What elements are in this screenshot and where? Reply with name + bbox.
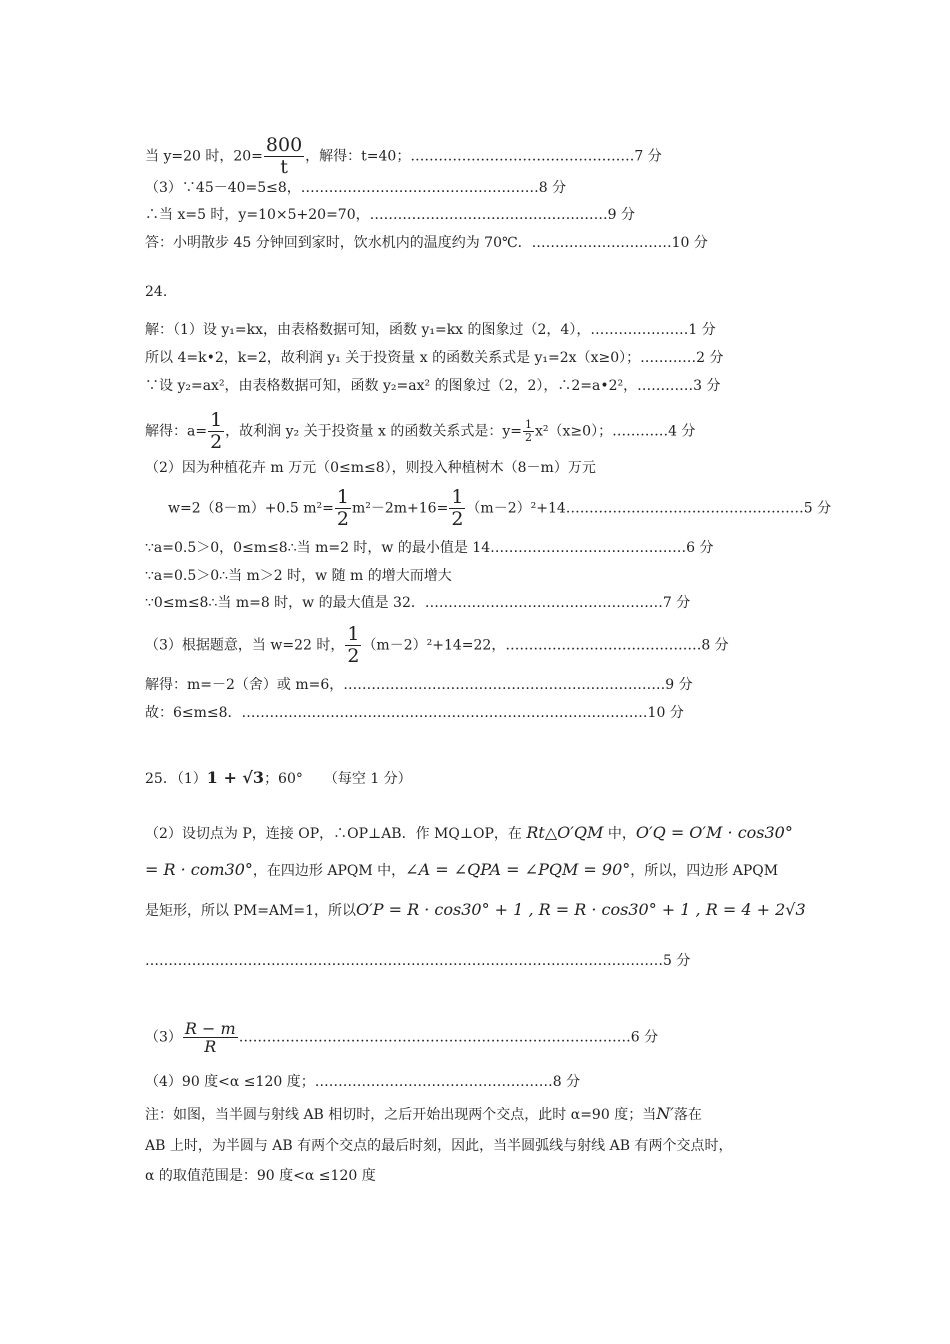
line-25-part2-a: （2）设切点为 P，连接 OP，∴OP⊥AB．作 MQ⊥OP，在 Rt△O′QM 中，O′Q = O′M · cos30° [145,823,793,842]
line-24-part3: （3）根据题意，当 w=22 时， $\frac{1}{2}$ （m－2）²+14=22，……………………………………8 分 [145,623,729,667]
line-24-part2: （2）因为种植花卉 m 万元（0≤m≤8），则投入种植树木（8－m）万元 [145,460,596,476]
line-24-w-formula: w=2（8－m）+0.5 m²= $\frac{1}{2}$ m²－2m+16= $\frac{1}{2}$ （m－2）²+14……………………………………………5 分 [168,486,832,530]
fraction-r-minus-m-over-r: $\frac{R - m}{R}$ [184,1019,236,1056]
line-24-solve2: 所以 4=k•2，k=2，故利润 y₁ 关于投资量 x 的函数关系式是 y₁=2x（x≥0）；…………2 分 [145,350,724,366]
line-23-answer: 当 y=20 时，20= $\frac{800}{t}$ ，解得：t=40；…………………………………………7 分 [145,134,662,178]
line-24-range: 故：6≤m≤8．……………………………………………………………………………10 分 [145,705,684,721]
line-24-solve4: 解得：a= $\frac{1}{2}$ ，故利润 y₂ 关于投资量 x 的函数关系式是：y= $\frac{1}{2}$ x²（x≥0）；…………4 分 [145,409,696,453]
question-24-heading: 24. [145,284,168,300]
fraction-one-half-small: $\frac{1}{2}$ [525,418,533,444]
line-25-part1: 25．（1）1 + √3；60° （每空 1 分） [145,768,412,787]
line-23-part3: （3）∵45－40=5≤8，……………………………………………8 分 [145,180,567,196]
fraction-one-half: $\frac{1}{2}$ [451,486,464,530]
fraction-800-t: $\frac{800}{t}$ [265,134,303,178]
fraction-one-half: $\frac{1}{2}$ [336,486,349,530]
line-25-note-1: 注：如图，当半圆与射线 AB 相切时，之后开始出现两个交点，此时 α=90 度；当N′落在 [145,1104,702,1123]
line-24-solve1: 解：（1）设 y₁=kx，由表格数据可知，函数 y₁=kx 的图象过（2，4），…………………1 分 [145,322,716,338]
line-25-part4: （4）90 度<α ≤120 度；……………………………………………8 分 [145,1074,581,1090]
line-25-part3: （3） $\frac{R - m}{R}$ …………………………………………………………………………6 分 [145,1019,659,1056]
line-24-solve3: ∵设 y₂=ax²，由表格数据可知，函数 y₂=ax² 的图象过（2，2），∴2=a•2²，…………3 分 [145,378,721,394]
line-25-part2-score: …………………………………………………………………………………………………5 分 [145,953,691,969]
line-25-part2-c: 是矩形，所以 PM=AM=1，所以O′P = R · cos30° + 1 , R = R · cos30° + 1 , R = 4 + 2√3 [145,900,806,919]
line-23-answer-final: 答：小明散步 45 分钟回到家时，饮水机内的温度约为 70℃．…………………………10 分 [145,235,708,251]
line-24-max: ∵0≤m≤8∴当 m=8 时，w 的最大值是 32．……………………………………………7 分 [145,595,691,611]
line-24-solve-m: 解得：m=－2（舍）或 m=6，……………………………………………………………9 分 [145,677,693,693]
line-23-calc: ∴当 x=5 时，y=10×5+20=70，……………………………………………9 分 [145,207,635,223]
fraction-one-half: $\frac{1}{2}$ [210,409,223,453]
line-25-note-2: AB 上时，为半圆与 AB 有两个交点的最后时刻，因此，当半圆弧线与射线 AB 有两个交点时， [145,1138,733,1154]
line-24-min: ∵a=0.5＞0，0≤m≤8∴当 m=2 时，w 的最小值是 14……………………………………6 分 [145,540,714,556]
line-25-note-3: α 的取值范围是：90 度<α ≤120 度 [145,1168,376,1184]
line-24-increase: ∵a=0.5＞0∴当 m＞2 时，w 随 m 的增大而增大 [145,568,452,584]
line-25-part2-b: = R · com30°，在四边形 APQM 中，∠A = ∠QPA = ∠PQM = 90°，所以，四边形 APQM [145,860,779,879]
fraction-one-half: $\frac{1}{2}$ [347,623,360,667]
